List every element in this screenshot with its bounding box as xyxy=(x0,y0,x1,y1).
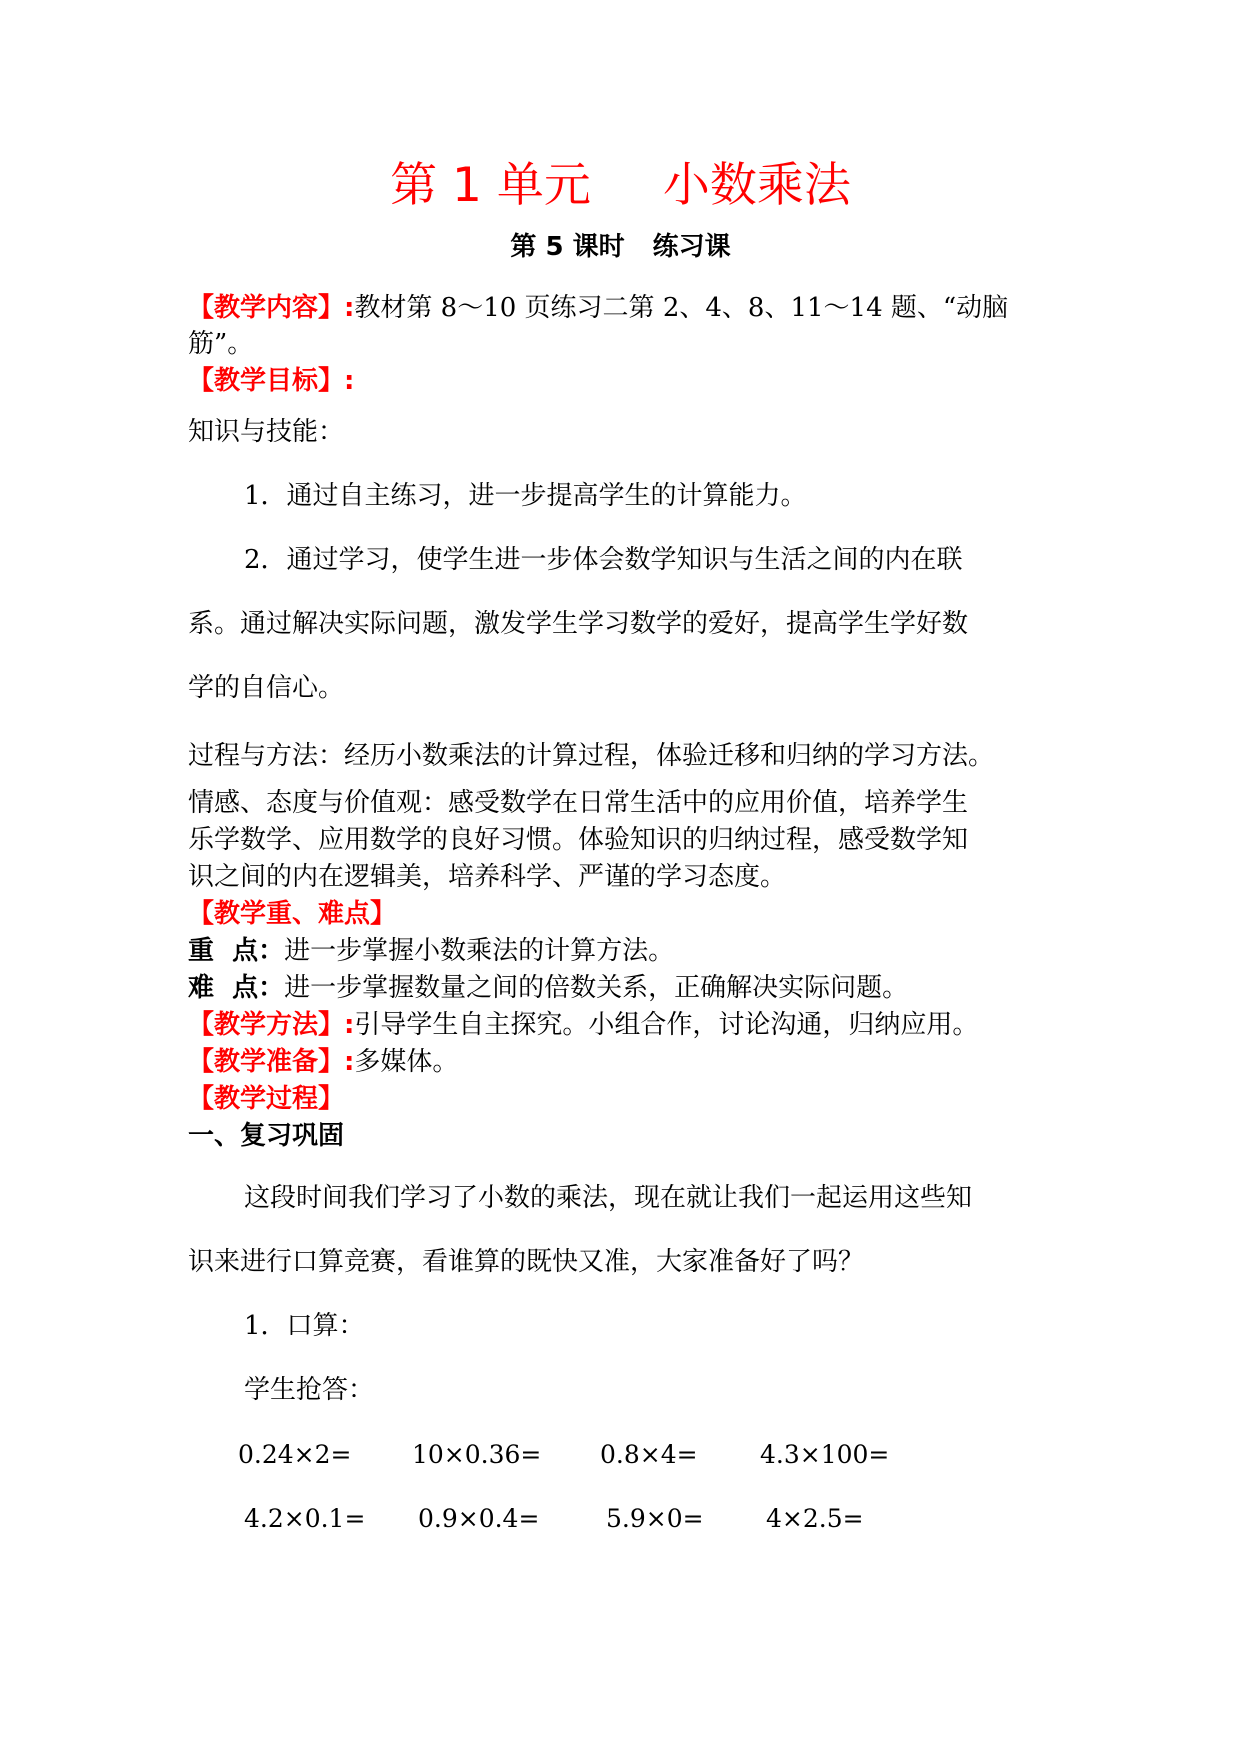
equation: 0.24×2= xyxy=(238,1440,352,1469)
attitude-line-3: 识之间的内在逻辑美，培养科学、严谨的学习态度。 xyxy=(188,862,787,892)
method-label: 【教学方法】: xyxy=(188,1010,355,1040)
equation: 4.2×0.1= xyxy=(244,1504,366,1533)
content-label: 【教学内容】: xyxy=(188,293,355,323)
key-point-text: 进一步掌握小数乘法的计算方法。 xyxy=(284,936,675,966)
method-text: 引导学生自主探究。小组合作，讨论沟通，归纳应用。 xyxy=(354,1010,979,1040)
knowledge-label: 知识与技能： xyxy=(188,417,345,447)
objective-item-2-line-1: 2．通过学习，使学生进一步体会数学知识与生活之间的内在联 xyxy=(244,545,963,575)
equation: 4×2.5= xyxy=(766,1504,864,1533)
process-label: 【教学过程】 xyxy=(188,1084,345,1114)
lesson-type: 练习课 xyxy=(652,232,731,262)
equation: 0.9×0.4= xyxy=(418,1504,540,1533)
attitude-line-1: 情感、态度与价值观：感受数学在日常生活中的应用价值，培养学生 xyxy=(188,788,969,818)
unit-number: 第 1 单元 xyxy=(390,158,591,213)
difficulty-line xyxy=(188,970,908,1006)
objectives-label: 【教学目标】: xyxy=(188,366,355,396)
objective-item-2-line-3: 学的自信心。 xyxy=(188,673,345,703)
lesson-subtitle xyxy=(0,230,1241,264)
process-method-line: 过程与方法：经历小数乘法的计算过程，体验迁移和归纳的学习方法。 xyxy=(188,741,995,771)
difficulty-text: 进一步掌握数量之间的倍数关系，正确解决实际问题。 xyxy=(284,973,909,1003)
equation: 5.9×0= xyxy=(606,1504,704,1533)
content-line-2: 筋”。 xyxy=(188,329,254,359)
method-line xyxy=(188,1007,978,1043)
objective-item-2-line-2: 系。通过解决实际问题，激发学生学习数学的爱好，提高学生学好数 xyxy=(188,609,969,639)
attitude-line-2: 乐学数学、应用数学的良好习惯。体验知识的归纳过程，感受数学知 xyxy=(188,825,969,855)
prep-text: 多媒体。 xyxy=(354,1047,459,1077)
objective-item-1: 1．通过自主练习，进一步提高学生的计算能力。 xyxy=(244,481,807,511)
lesson-number: 第 5 课时 xyxy=(510,232,625,262)
review-para-line-2: 识来进行口算竞赛，看谁算的既快又准，大家准备好了吗？ xyxy=(188,1247,865,1277)
prep-label: 【教学准备】: xyxy=(188,1047,355,1077)
content-text-1: 教材第 8～10 页练习二第 2、4、8、11～14 题、“动脑 xyxy=(354,293,1009,323)
key-point-line xyxy=(188,933,674,969)
content-line-1 xyxy=(188,290,1008,326)
focus-label: 【教学重、难点】 xyxy=(188,899,397,929)
review-para-line-1: 这段时间我们学习了小数的乘法，现在就让我们一起运用这些知 xyxy=(244,1183,973,1213)
unit-topic: 小数乘法 xyxy=(662,158,851,213)
student-answer-label: 学生抢答： xyxy=(244,1375,375,1405)
equation: 4.3×100= xyxy=(760,1440,890,1469)
equation: 10×0.36= xyxy=(412,1440,542,1469)
equation: 0.8×4= xyxy=(600,1440,698,1469)
prep-line xyxy=(188,1044,458,1080)
key-point-label: 重 点： xyxy=(188,936,285,966)
difficulty-label: 难 点： xyxy=(188,973,285,1003)
unit-title xyxy=(0,158,1241,214)
section-review-heading: 一、复习巩固 xyxy=(188,1121,345,1151)
oral-calc-label: 1．口算： xyxy=(244,1311,365,1341)
